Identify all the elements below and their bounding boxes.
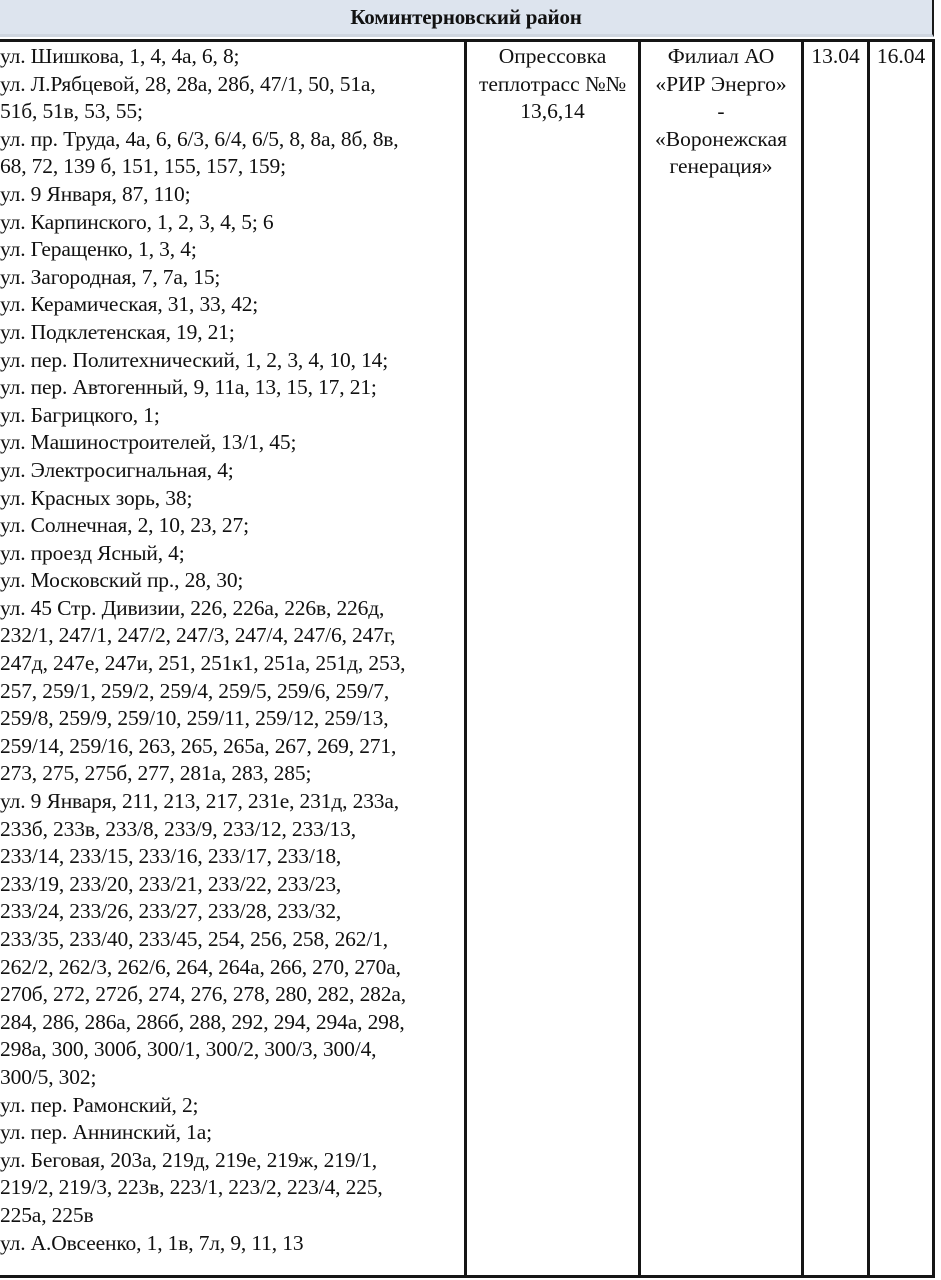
address-line: ул. пер. Рамонский, 2; (0, 1092, 199, 1117)
address-line: 273, 275, 275б, 277, 281а, 283, 285; (0, 761, 312, 786)
address-line: 233/14, 233/15, 233/16, 233/17, 233/18, (0, 844, 342, 869)
organization-line: «РИР Энерго» (655, 71, 787, 96)
address-line: ул. Геращенко, 1, 3, 4; (0, 237, 197, 262)
organization-line: генерация» (669, 154, 773, 179)
address-line: ул. А.Овсеенко, 1, 1в, 7л, 9, 11, 13 (0, 1230, 304, 1255)
address-line: ул. пер. Аннинский, 1а; (0, 1120, 212, 1145)
address-line: ул. Карпинского, 1, 2, 3, 4, 5; 6 (0, 209, 274, 234)
address-line: 298а, 300, 300б, 300/1, 300/2, 300/3, 300/4, (0, 1037, 377, 1062)
address-line: ул. Солнечная, 2, 10, 23, 27; (0, 513, 249, 538)
start-date-cell (803, 41, 869, 1277)
address-line: ул. Московский пр., 28, 30; (0, 568, 244, 593)
address-line: 284, 286, 286а, 286б, 288, 292, 294, 294а, 298, (0, 1009, 405, 1034)
address-line: ул. Машиностроителей, 13/1, 45; (0, 430, 297, 455)
address-line: ул. пер. Политехнический, 1, 2, 3, 4, 10, 14; (0, 347, 389, 372)
address-line: 68, 72, 139 б, 151, 155, 157, 159; (0, 154, 286, 179)
organization-line: «Воронежская (655, 126, 787, 151)
address-line: ул. Электросигнальная, 4; (0, 457, 234, 482)
district-title: Коминтерновский район (350, 5, 582, 29)
start-date: 13.04 (811, 44, 860, 68)
address-line: ул. пр. Труда, 4а, 6, 6/3, 6/4, 6/5, 8, 8а, 8б, 8в, (0, 126, 399, 151)
address-line: 247д, 247е, 247и, 251, 251к1, 251а, 251д, 253, (0, 651, 406, 676)
address-line: 259/14, 259/16, 263, 265, 265а, 267, 269, 271, (0, 733, 397, 758)
address-line: ул. Загородная, 7, 7а, 15; (0, 264, 221, 289)
address-line: ул. Подклетенская, 19, 21; (0, 319, 235, 344)
address-line: ул. проезд Ясный, 4; (0, 540, 185, 565)
address-line: ул. Красных зорь, 38; (0, 485, 193, 510)
address-line: 51б, 51в, 53, 55; (0, 99, 143, 124)
organization-line: Филиал АО (667, 44, 775, 68)
address-line: 259/8, 259/9, 259/10, 259/11, 259/12, 259/13, (0, 706, 389, 731)
district-header (0, 0, 934, 37)
address-line: 233/35, 233/40, 233/45, 254, 256, 258, 262/1, (0, 927, 389, 951)
end-date-cell (869, 41, 934, 1277)
address-line: ул. Керамическая, 31, 33, 42; (0, 292, 259, 317)
address-line: ул. Багрицкого, 1; (0, 402, 160, 427)
table-row (0, 41, 934, 1277)
outage-table (0, 39, 935, 1278)
address-line: ул. 45 Стр. Дивизии, 226, 226а, 226в, 226д, (0, 595, 385, 620)
address-line: ул. пер. Автогенный, 9, 11а, 13, 15, 17, 21; (0, 375, 377, 400)
address-line: ул. Шишкова, 1, 4, 4а, 6, 8; (0, 44, 240, 68)
end-date: 16.04 (876, 44, 926, 68)
address-line: ул. Л.Рябцевой, 28, 28а, 28б, 47/1, 50, 51а, (0, 71, 376, 96)
work-type-cell (466, 41, 640, 1277)
address-line: 257, 259/1, 259/2, 259/4, 259/5, 259/6, 259/7, (0, 678, 390, 703)
work-type-line: Опрессовка (498, 44, 607, 68)
work-type-line: теплотрасс №№ (478, 71, 627, 96)
address-line: ул. 9 Января, 211, 213, 217, 231е, 231д, 233а, (0, 789, 400, 814)
address-line: 232/1, 247/1, 247/2, 247/3, 247/4, 247/6, 247г, (0, 623, 396, 648)
address-line: 233/24, 233/26, 233/27, 233/28, 233/32, (0, 899, 342, 924)
address-line: ул. Беговая, 203а, 219д, 219е, 219ж, 219/1, (0, 1147, 378, 1172)
addresses-cell (0, 41, 466, 1277)
address-line: ул. 9 Января, 87, 110; (0, 181, 191, 206)
address-line: 233/19, 233/20, 233/21, 233/22, 233/23, (0, 871, 342, 896)
address-line: 262/2, 262/3, 262/6, 264, 264а, 266, 270, 270а, (0, 954, 401, 979)
address-line: 270б, 272, 272б, 274, 276, 278, 280, 282, 282а, (0, 982, 406, 1007)
address-line: 233б, 233в, 233/8, 233/9, 233/12, 233/13, (0, 816, 356, 841)
organization-cell (640, 41, 803, 1277)
address-line: 300/5, 302; (0, 1064, 97, 1089)
address-line: 225а, 225в (0, 1202, 94, 1227)
work-type-line: 13,6,14 (520, 99, 585, 124)
address-line: 219/2, 219/3, 223в, 223/1, 223/2, 223/4, 225, (0, 1175, 383, 1200)
organization-line: - (717, 99, 725, 124)
